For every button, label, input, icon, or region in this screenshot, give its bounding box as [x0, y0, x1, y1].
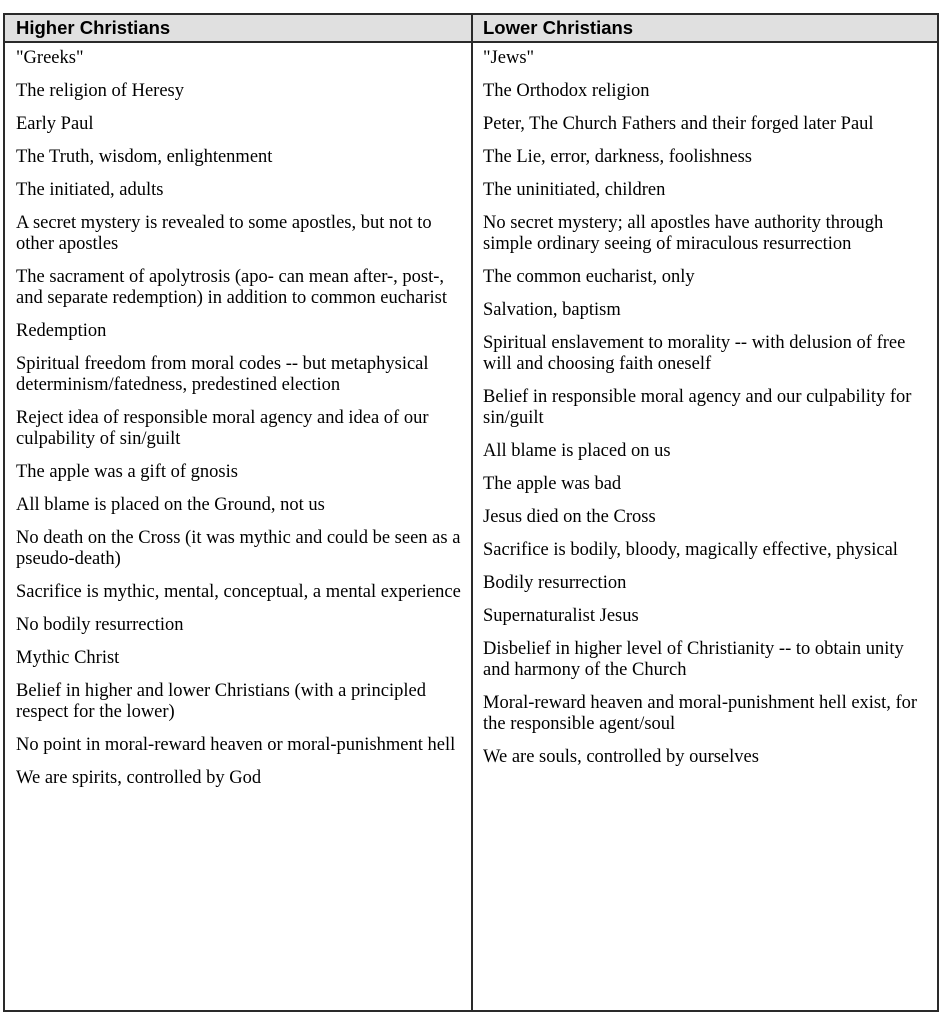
table-cell: No bodily resurrection	[16, 615, 184, 635]
table-cell: Moral-reward heaven and moral-punishment hell exist, for the responsible agent/soul	[483, 693, 918, 734]
table-cell: No point in moral-reward heaven or moral-punishment hell	[16, 735, 456, 755]
table-cell: Bodily resurrection	[483, 573, 627, 593]
table-cell: All blame is placed on us	[483, 441, 671, 461]
table-cell: The sacrament of apolytrosis (apo- can mean after-, post-, and separate redemption) in addition to common eucharist	[16, 267, 448, 308]
table-cell: Sacrifice is bodily, bloody, magically effective, physical	[483, 540, 898, 560]
table-cell: Reject idea of responsible moral agency and idea of our culpability of sin/guilt	[16, 408, 429, 449]
table-cell: Jesus died on the Cross	[483, 507, 656, 527]
header-higher-christians: Higher Christians	[5, 15, 473, 41]
table-body	[5, 43, 937, 1010]
table-cell: "Jews"	[483, 48, 535, 68]
table-cell: The common eucharist, only	[483, 267, 695, 287]
higher-christians-column	[5, 43, 473, 1010]
table-cell: No secret mystery; all apostles have authority through simple ordinary seeing of miraculous resurrection	[483, 213, 884, 254]
table-cell: Spiritual freedom from moral codes -- but metaphysical determinism/fatedness, predestined election	[16, 354, 429, 395]
table-cell: Belief in responsible moral agency and our culpability for sin/guilt	[483, 387, 912, 428]
table-cell: Salvation, baptism	[483, 300, 621, 320]
table-cell: "Greeks"	[16, 48, 84, 68]
table-cell: We are souls, controlled by ourselves	[483, 747, 759, 767]
table-cell: A secret mystery is revealed to some apostles, but not to other apostles	[16, 213, 432, 254]
table-cell: The uninitiated, children	[483, 180, 666, 200]
table-cell: Supernaturalist Jesus	[483, 606, 639, 626]
table-cell: Spiritual enslavement to morality -- with delusion of free will and choosing faith oneself	[483, 333, 906, 374]
table-cell: All blame is placed on the Ground, not us	[16, 495, 325, 515]
table-cell: We are spirits, controlled by God	[16, 768, 262, 788]
table-cell: Redemption	[16, 321, 107, 341]
table-cell: The Lie, error, darkness, foolishness	[483, 147, 752, 167]
table-cell: Belief in higher and lower Christians (with a principled respect for the lower)	[16, 681, 426, 722]
table-cell: No death on the Cross (it was mythic and could be seen as a pseudo-death)	[16, 528, 461, 569]
header-lower-christians: Lower Christians	[483, 17, 634, 38]
table-cell: The apple was bad	[483, 474, 622, 494]
table-cell: Peter, The Church Fathers and their forged later Paul	[483, 114, 874, 134]
comparison-table	[3, 13, 939, 1012]
table-cell: The Orthodox religion	[483, 81, 650, 101]
table-cell: The initiated, adults	[16, 180, 164, 200]
table-cell: The religion of Heresy	[16, 81, 184, 101]
table-cell: Early Paul	[16, 114, 94, 134]
table-cell: Sacrifice is mythic, mental, conceptual, a mental experience	[16, 582, 461, 602]
table-cell: The Truth, wisdom, enlightenment	[16, 147, 273, 167]
table-cell: The apple was a gift of gnosis	[16, 462, 238, 482]
lower-christians-column	[473, 43, 937, 1010]
table-cell: Disbelief in higher level of Christianity -- to obtain unity and harmony of the Church	[483, 639, 904, 680]
table-header-row	[5, 15, 937, 43]
table-cell: Mythic Christ	[16, 648, 120, 668]
